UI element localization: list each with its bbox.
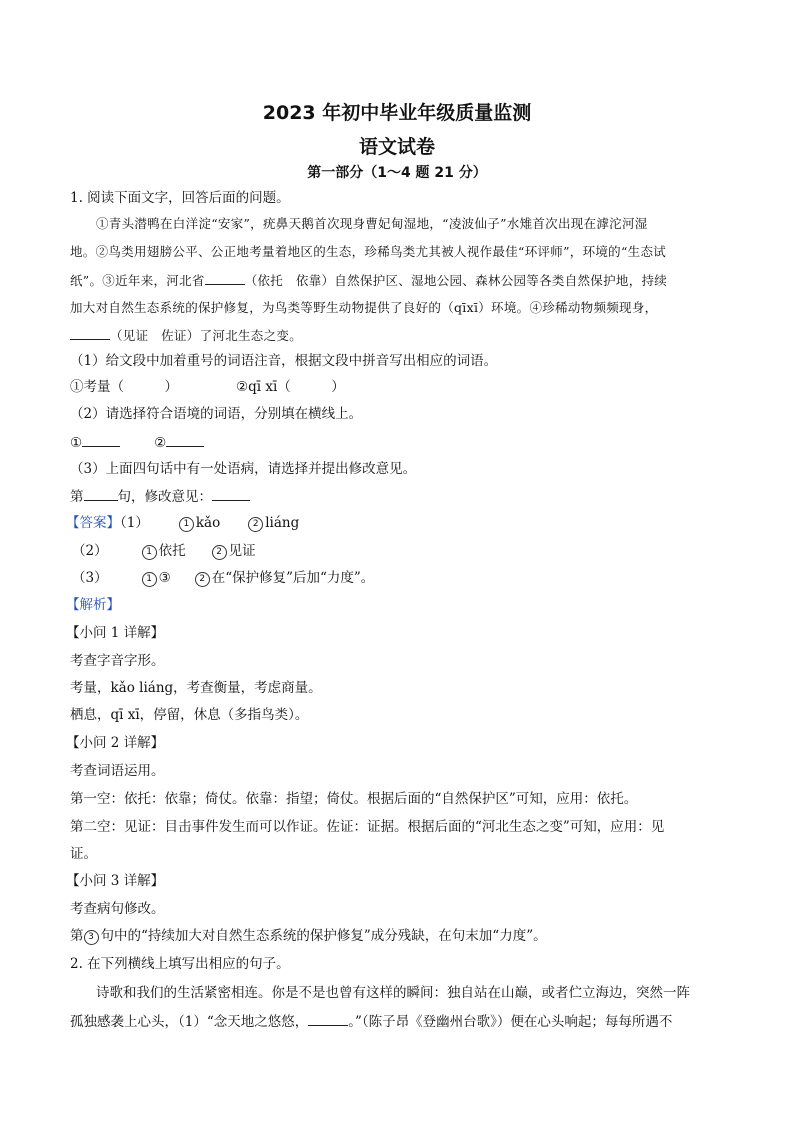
item-b: ②qī xī（ ）	[236, 379, 345, 395]
sub-question-3-items	[70, 487, 250, 506]
sub-analysis-1-heading: 【小问 1 详解】	[66, 625, 165, 641]
sub-question-1-items	[70, 378, 345, 396]
analysis-text: 证。	[70, 846, 97, 862]
passage-text: （依托 依靠）自然保护区、湿地公园、森林公园等各类自然保护地，持续	[244, 273, 668, 288]
exam-title: 2023 年初中毕业年级质量监测	[262, 102, 532, 124]
answer-blank[interactable]	[70, 326, 110, 340]
circle-num-1-icon: 1	[179, 517, 194, 532]
analysis-text: 考查词语运用。	[70, 763, 165, 779]
question-text: 。”（陈子昂《登幽州台歌》）便在心头响起；每每所遇不	[348, 1014, 673, 1030]
analysis-text: 栖息，qī xī，停留，休息（多指鸟类）。	[70, 707, 309, 723]
answer-row-1	[66, 514, 299, 532]
sub-question-3: （3）上面四句话中有一处语病，请选择并提出修改意见。	[70, 461, 417, 477]
answer-blank[interactable]	[84, 487, 118, 501]
circle-num-1-icon: 1	[142, 545, 157, 560]
question-2-line-1: 诗歌和我们的生活紧密相连。你是不是也曾有这样的瞬间：独自站在山巅，或者伫立海边，突然一阵	[96, 985, 690, 1001]
passage-text: 纸”。③近年来，河北省	[70, 273, 205, 288]
sub-question-2-items	[70, 433, 204, 452]
circle-num-2-icon: 2	[248, 517, 263, 532]
question-2-stem: 2. 在下列横线上填写出相应的句子。	[70, 956, 290, 972]
sub-analysis-2-heading: 【小问 2 详解】	[66, 735, 165, 751]
question-1-stem: 1. 阅读下面文字，回答后面的问题。	[70, 190, 290, 206]
analysis-text: 第一空：依托：依靠；倚仗。依靠：指望；倚仗。根据后面的“自然保护区”可知，应用：依托。	[70, 791, 638, 807]
answer-blank[interactable]	[308, 1012, 348, 1026]
analysis-text: 第二空：见证：目击事件发生而可以作证。佐证：证据。根据后面的“河北生态之变”可知，应用：见	[70, 819, 665, 835]
answer-blank[interactable]	[205, 271, 245, 285]
passage-text: （见证 佐证）了河北生态之变。	[110, 328, 303, 343]
circle-num-2-icon: 2	[195, 572, 210, 587]
answer-num: （2）	[72, 543, 108, 559]
answer-value: liáng	[265, 515, 300, 531]
question-text: 孤独感袭上心头，（1）“念天地之悠悠，	[70, 1014, 309, 1030]
answer-value: 见证	[228, 543, 256, 559]
circle-num-2-icon: 2	[212, 545, 227, 560]
circle-num-1-icon: 1	[142, 572, 157, 587]
analysis-text: 句中的“持续加大对自然生态系统的保护修复”成分残缺，在句末加“力度”。	[100, 928, 547, 944]
answer-blank[interactable]	[212, 487, 250, 501]
answer-value: 在“保护修复”后加“力度”。	[211, 570, 375, 586]
answer-value: 依托	[158, 543, 186, 559]
analysis-text: 考量，kǎo liáng，考查衡量，考虑商量。	[70, 680, 322, 696]
answer-value: kǎo	[195, 515, 221, 531]
answer-row-3	[72, 569, 374, 587]
passage-line-5	[70, 326, 302, 345]
passage-line-2: 地。②鸟类用翅膀公平、公正地考量着地区的生态，珍稀鸟类尤其被人视作最佳“环评师”，环境的“生态试	[70, 244, 667, 259]
analysis-text: 考查病句修改。	[70, 901, 165, 917]
answer-blank[interactable]	[166, 433, 204, 447]
sub-question-2: （2）请选择符合语境的词语，分别填在横线上。	[70, 406, 363, 422]
passage-line-4: 加大对自然生态系统的保护修复，为鸟类等野生动物提供了良好的（qīxī）环境。④珍稀动物频频现身，	[70, 300, 658, 315]
analysis-text	[70, 927, 547, 945]
section-heading: 第一部分（1～4 题 21 分）	[307, 165, 487, 181]
answer-label: 【答案】	[66, 515, 120, 531]
answer-num: （1）	[120, 515, 149, 531]
answer-blank[interactable]	[82, 433, 120, 447]
sub-analysis-3-heading: 【小问 3 详解】	[66, 873, 165, 889]
answer-row-2	[72, 542, 256, 560]
revision-label: 句，修改意见：	[117, 489, 212, 505]
analysis-text: 第	[70, 928, 84, 944]
passage-line-3	[70, 271, 667, 290]
sub-question-1: （1）给文段中加着重号的词语注音，根据文段中拼音写出相应的词语。	[70, 353, 498, 369]
item-a: ①考量（ ）	[70, 379, 178, 395]
item-b-label: ②	[154, 435, 167, 451]
passage-line-1: ①青头潜鸭在白洋淀“安家”，疣鼻天鹅首次现身曹妃甸湿地，“凌波仙子”水雉首次出现在滹沱河湿	[96, 216, 648, 231]
circle-num-3-icon: 3	[84, 930, 99, 945]
answer-value: ③	[158, 570, 171, 586]
question-2-line-2	[70, 1012, 672, 1031]
exam-subtitle: 语文试卷	[358, 136, 435, 158]
item-a-label: ①	[70, 435, 83, 451]
analysis-label: 【解析】	[66, 597, 120, 613]
sentence-label: 第	[70, 489, 84, 505]
answer-num: （3）	[72, 570, 108, 586]
analysis-text: 考查字音字形。	[70, 653, 165, 669]
